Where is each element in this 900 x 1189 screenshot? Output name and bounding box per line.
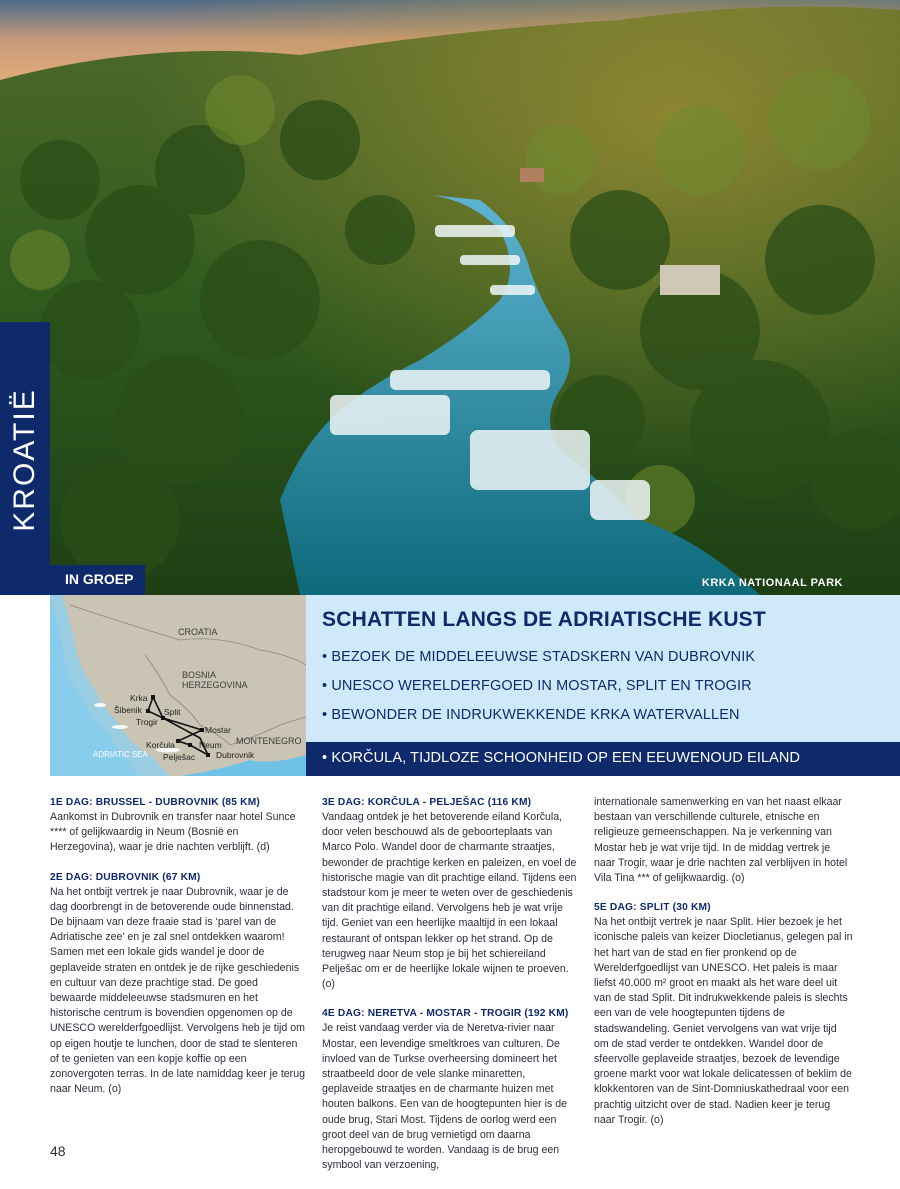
- map-city-neum: Neum: [199, 740, 222, 750]
- photo-caption: KRKA NATIONAAL PARK: [701, 577, 843, 589]
- highlight-item-korcula: • KORČULA, TIJDLOZE SCHOONHEID OP EEN EEUWENOUD EILAND: [322, 750, 800, 766]
- map-city-dubrovnik: Dubrovnik: [216, 750, 255, 760]
- itinerary-column-2: [322, 795, 578, 1187]
- map-city-sibenik: Šibenik: [114, 705, 142, 715]
- map-label-bosnia: BOSNIA HERZEGOVINA: [182, 670, 248, 690]
- itinerary-column-1: [50, 795, 306, 1111]
- day-5-title: 5E DAG: SPLIT (30 KM): [594, 902, 711, 914]
- day-3-text: Vandaag ontdek je het betoverende eiland Korčula, door velen beschouwd als de geboorteplaats van Marco Polo. Wandel door de charmante straatjes, bewonder de prachtige kerken en paleizen, en voel de historische magie van dit prachtige eiland. Tijdens een stadstour kom je meer te weten over de geschiedenis van dit prachtige eiland. Vervolgens heb je wat vrije tijd. Geniet van een heerlijke maaltijd in een lokaal restaurant of ontspan lekker op het strand. Op de terugweg naar Neum stop je bij het schiereiland Pelješac om er de heerlijke lokale wijnen te proeven. (o): [322, 811, 577, 991]
- highlight-item: • BEWONDER DE INDRUKWEKKENDE KRKA WATERVALLEN: [322, 707, 755, 736]
- day-1-text: Aankomst in Dubrovnik en transfer naar hotel Sunce **** of gelijkwaardig in Neum (Bosnië en Herzegovina), waar je drie nachten verblijft. (d): [50, 811, 296, 854]
- country-label: KROATIË: [8, 388, 41, 532]
- headline-band: [306, 595, 900, 742]
- route-map: [50, 595, 306, 776]
- map-city-korcula: Korčula: [146, 740, 175, 750]
- map-city-peljesac: Pelješac: [163, 752, 196, 762]
- page-number: 48: [50, 1143, 66, 1159]
- day-2-text: Na het ontbijt vertrek je naar Dubrovnik, waar je de dag doorbrengt in de betoverende oude binnenstad. De bijnaam van deze fraaie stad is ‘parel van de Adriatische zee’ en je zal snel ontdekken waarom! Samen met een lokale gids wandel je door de geplaveide straten en ontdek je de rijke geschiedenis en cultuur van deze prachtige stad. De goed bewaarde middeleeuwse stadsmuren en het historische centrum is bovendien opgenomen op de UNESCO werelderfgoedlijst. Vervolgens heb je tijd om op eigen houtje te lunchen, door de stad te slenteren of te genieten van een kopje koffie op een zonovergoten terras. In de late namiddag keer je terug naar Neum. (o): [50, 885, 305, 1096]
- itinerary-column-3: [594, 795, 854, 1142]
- map-city-trogir: Trogir: [136, 717, 158, 727]
- map-city-split: Split: [164, 707, 181, 717]
- map-label-sea: ADRIATIC SEA: [93, 750, 148, 759]
- map-city-mostar: Mostar: [205, 725, 231, 735]
- day-3-title: 3E DAG: KORČULA - PELJEŠAC (116 KM): [322, 797, 532, 808]
- highlights-list: [322, 649, 755, 736]
- highlight-bar: [306, 742, 900, 776]
- day-2-title: 2E DAG: DUBROVNIK (67 KM): [50, 871, 201, 883]
- day-5-text: Na het ontbijt vertrek je naar Split. Hier bezoek je het iconische paleis van keizer Diocletianus, gelegen pal in het hart van de stad en fier pronkend op de Werelderfgoedlijst van UNESCO. Het paleis is maar liefst 40.000 m² groot en maakt als het ware deel uit van de stad Split. Dit indrukwekkende paleis is slechts een van de vele hoogtepunten tijdens de stadswandeling. Geniet vervolgens van wat vrije tijd om de stad verder te ontdekken. Wandel door de sfeervolle geplaveide straatjes, bezoek de levendige groene markt voor wat lokale delicatessen of beklim de klokkentoren van de Sint-Domniuskathedraal voor een prachtig uitzicht over de stad. Nadien keer je terug naar Trogir. (o): [594, 916, 853, 1126]
- trip-title: SCHATTEN LANGS DE ADRIATISCHE KUST: [322, 608, 766, 631]
- map-label-croatia: CROATIA: [178, 627, 218, 637]
- map-label-montenegro: MONTENEGRO: [236, 736, 302, 746]
- highlight-item: • UNESCO WERELDERFGOED IN MOSTAR, SPLIT EN TROGIR: [322, 678, 755, 707]
- route-map-graphic: [50, 595, 306, 776]
- highlight-item: • BEZOEK DE MIDDELEEUWSE STADSKERN VAN DUBROVNIK: [322, 649, 755, 678]
- group-travel-tag: IN GROEP: [50, 565, 145, 595]
- day-1-title: 1E DAG: BRUSSEL - DUBROVNIK (85 KM): [50, 797, 261, 808]
- day-4-title: 4E DAG: NERETVA - MOSTAR - TROGIR (192 KM): [322, 1008, 569, 1020]
- day-4-text-continued: internationale samenwerking en van het naast elkaar bestaan van verschillende culturele, etnische en religieuze gemeenschappen. Na je verkenning van Mostar heb je wat vrije tijd. In de middag vertrek je naar Trogir, waar je drie nachten zal verblijven in hotel Vila Tina *** of gelijkwaardig. (o): [594, 796, 848, 885]
- map-city-krka: Krka: [130, 693, 148, 703]
- day-4-text: Je reist vandaag verder via de Neretva-rivier naar Mostar, een levendige smeltkroes van culturen. De invloed van de Turkse overheersing domineert het straatbeeld door de vele slanke minaretten, geplaveide straatjes en de charmante huizen met houten balkons. Een van de hoogtepunten hier is de oude brug, Stari Most. Tijdens de oorlog werd een groot deel van de brug vernietigd om daarna heropgebouwd te worden. Vandaag is de brug een symbool van verzoening,: [322, 1022, 568, 1172]
